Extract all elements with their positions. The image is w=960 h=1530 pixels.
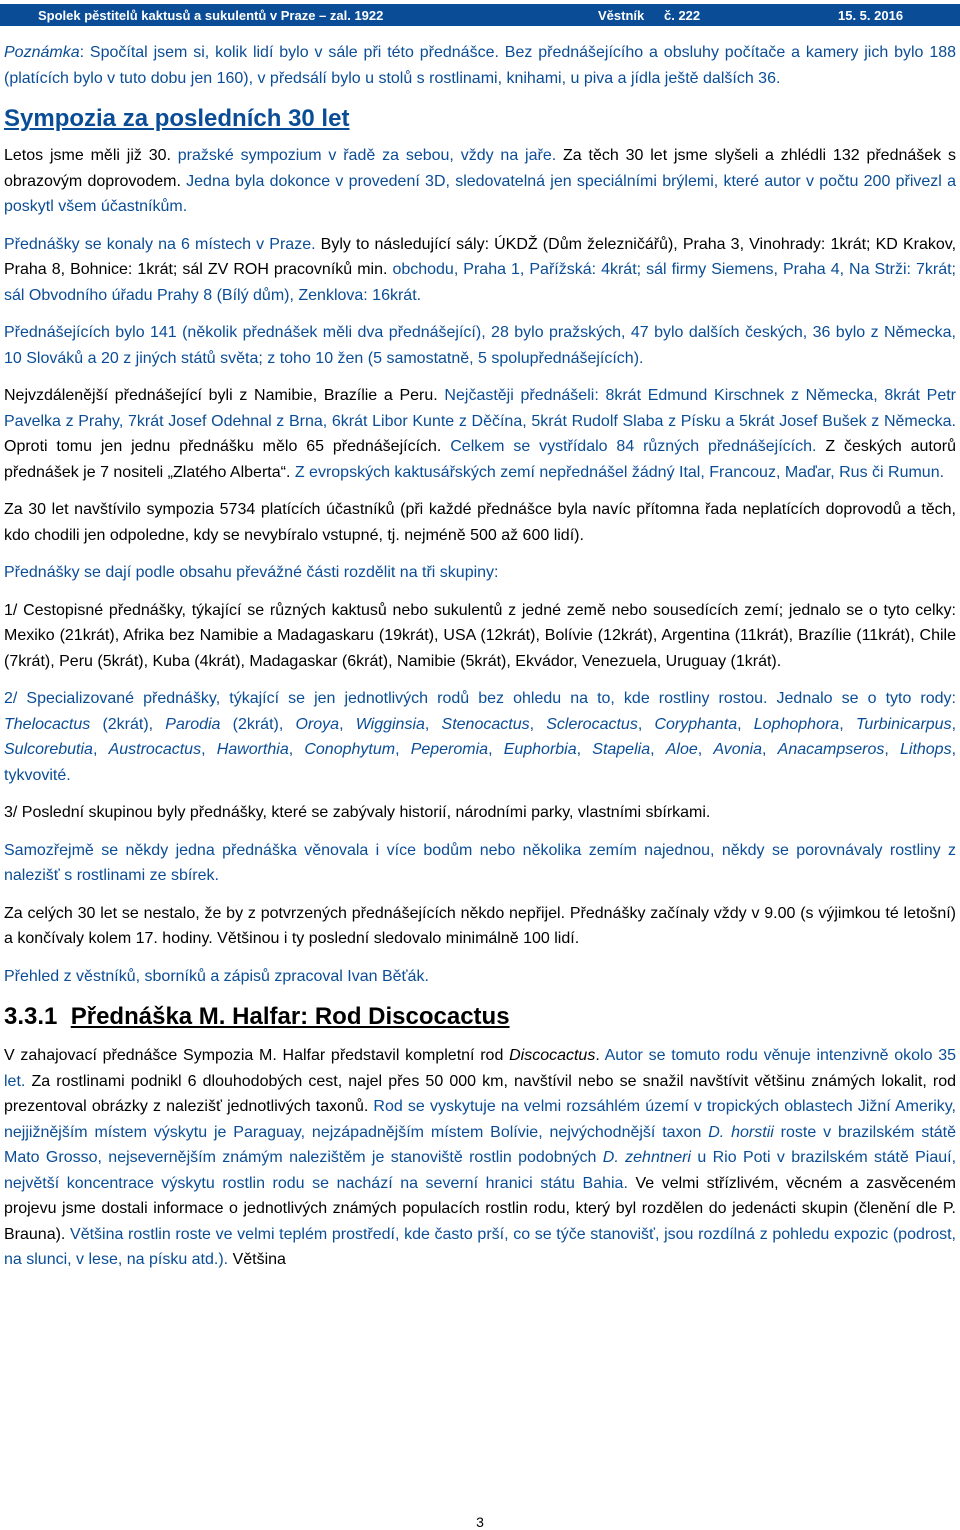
text: V zahajovací přednášce Sympozia M. Halfar představil kompletní rod <box>4 1047 510 1064</box>
page-content <box>4 40 956 1273</box>
genus-suffix: , <box>92 741 109 758</box>
text: . <box>595 1047 600 1064</box>
page-header <box>0 4 960 26</box>
genus-suffix: , <box>395 741 411 758</box>
genus-name: Conophytum <box>304 741 396 758</box>
text: Byly to následující sály: ÚKDŽ (Dům železničářů), Praha 3, Vinohrady: 1krát; KD Krakov, Praha 8, Bohnice: 1krát; sál ZV ROH pracovníků min. <box>4 235 957 278</box>
paragraph: Přednášky se dají podle obsahu převážné části rozdělit na tři skupiny: <box>4 564 499 581</box>
genus-name: Parodia <box>165 715 221 733</box>
genus-name: Sclerocactus <box>546 715 638 733</box>
header-date: 15. 5. 2016 <box>838 8 904 23</box>
text: Většina <box>228 1251 286 1268</box>
subsection-heading <box>4 1003 956 1031</box>
text: Za rostlinami podnikl 6 dlouhodobých cest, najel přes 50 000 km, navštívil nebo se snažil navštívit většinu známých lokalit, rod prezentoval obrázky z nalezišť jednotlivých taxonů. <box>4 1072 956 1115</box>
paragraph: 3/ Poslední skupinou byly přednášky, které se zabývaly historií, národními parky, vlastními sbírkami. <box>4 804 711 821</box>
text: Discocactus <box>509 1047 596 1064</box>
text: Rod se vyskytuje na velmi rozsáhlém území v tropických oblastech Jižní Ameriky, nejjižnějším místem výskytu je Paraguay, nejzápadnějším místem Bolívie, nejvýchodnější taxon <box>4 1098 957 1141</box>
page-number: 3 <box>476 1514 484 1530</box>
text: Letos jsme měli již 30. <box>4 147 171 164</box>
genus-name: Lithops <box>899 741 952 758</box>
text: obchodu, Praha 1, Pařížská: 4krát; sál firmy Siemens, Praha 4, Na Strži: 7krát; sál Obvodního úřadu Prahy 8 (Bílý dům), Zenklova: 16krát. <box>4 261 957 304</box>
genus-suffix: , <box>424 715 442 733</box>
text: Většina rostlin roste ve velmi teplém prostředí, kde často prší, co se týče stanovišť, jsou rozdílná z pohledu expozic (podrost, na slunci, v lese, na písku atd.). <box>4 1225 956 1268</box>
genus-suffix: , <box>339 715 356 733</box>
genera-list <box>4 716 956 784</box>
subsection-number: 3.3.1 <box>4 1003 58 1030</box>
note-paragraph <box>4 40 956 91</box>
genus-suffix: , <box>488 741 504 758</box>
genus-name: Turbinicarpus <box>855 715 952 733</box>
note-text: : Spočítal jsem si, kolik lidí bylo v sále při této přednášce. <box>79 44 499 61</box>
genus-name: Sulcorebutia <box>4 741 93 758</box>
genera-paragraph <box>4 686 956 788</box>
paragraph: 1/ Cestopisné přednášky, týkající se různých kaktusů nebo sukulentů z jedné země nebo sousedících zemí; jednalo se o tyto celky: Mexiko (21krát), Afrika bez Namibie a Madagaskaru (19krát), USA (12krát), Bolívie (12krát), Argentina (11krát), Brazílie (11krát), Chile (7krát), Peru (5krát), Kuba (4krát), Madagaskar (6krát), Namibie (5krát), Ekvádor, Venezuela, Uruguay (1krát). <box>4 601 956 670</box>
genus-name: Haworthia <box>216 741 289 758</box>
subsection-title: Přednáška M. Halfar: Rod Discocactus <box>70 1003 510 1030</box>
text: Za těch 30 let jsme slyšeli a zhlédli 132 přednášek s obrazovým doprovodem. <box>4 147 957 190</box>
text: pražské sympozium v řadě za sebou, vždy na jaře. <box>170 147 557 164</box>
text: 2/ Specializované přednášky, týkající se jen jednotlivých rodů bez ohledu na to, kde rostliny rostou. Jednalo se o tyto rody: <box>4 690 956 707</box>
genus-name: Austrocactus <box>108 741 202 758</box>
paragraph: Přednášejících bylo 141 (několik přednášek měli dva přednášející), 28 bylo pražských, 47 bylo dalších českých, 36 bylo z Německa, 10 Slováků a 20 z jiných států světa; z toho 10 žen (5 samostatně, 5 spolupřednášejících). <box>4 324 956 367</box>
genus-suffix: , tykvovité. <box>4 741 957 784</box>
genus-suffix: , <box>201 741 217 758</box>
paragraph <box>4 1043 956 1273</box>
genus-suffix: , <box>529 715 547 733</box>
header-society: Spolek pěstitelů kaktusů a sukulentů v Praze – zal. 1922 <box>38 8 384 23</box>
text: Autor se tomuto rodu věnuje intenzivně okolo 35 let. <box>4 1047 957 1090</box>
text: Jedna byla dokonce v provedení 3D, sledovatelná jen speciálními brýlemi, které autor v počtu 200 přivezl a poskytl všem účastníkům. <box>4 172 957 215</box>
genus-suffix: , <box>697 741 714 758</box>
paragraph: Za 30 let navštívilo sympozia 5734 platících účastníků (při každé přednášce byla navíc přítomna řada neplatících doprovodů a těch, kdo chodili jen odpoledne, kdy se nevybíralo vstupné, tj. nejméně 500 až 600 lidí). <box>4 501 956 544</box>
text: Nejvzdálenější přednášející byli z Namibie, Brazílie a Peru. <box>4 387 438 404</box>
genus-name: Wigginsia <box>355 715 425 733</box>
genus-name: Euphorbia <box>503 741 577 758</box>
text: Ve velmi střízlivém, věcném a zasvěceném projevu jsme dostali informace o jednotlivých známých populacích rostlin rodu, který byl rozdělen do jedenácti skupin (členění dle P. Brauna). <box>4 1174 957 1243</box>
genus-name: Stapelia <box>592 741 651 758</box>
genus-suffix: , <box>288 741 305 758</box>
text: Z českých autorů přednášek je 7 nositeli „Zlatého Alberta“. <box>4 438 956 481</box>
paragraph <box>4 383 956 485</box>
genus-name: Peperomia <box>410 741 489 758</box>
genus-suffix: , <box>839 715 856 733</box>
genus-suffix: , <box>762 741 778 758</box>
text: Nejčastěji přednášeli: 8krát Edmund Kirschnek z Německa, 8krát Petr Pavelka z Prahy, 7krát Josef Odehnal z Brna, 6krát Libor Kunte z Děčína, 5krát Rudolf Slaba z Písku a 5krát Josef Bušek z Německa. <box>4 387 956 430</box>
genus-name: Anacampseros <box>777 741 885 758</box>
text: Celkem se vystřídalo 84 různých přednášejících. <box>441 438 817 455</box>
paragraph <box>4 232 956 309</box>
genus-name: Oroya <box>295 715 340 733</box>
note-label: Poznámka <box>4 44 80 61</box>
genus-name: Avonia <box>713 741 763 758</box>
genus-name: Lophophora <box>753 715 840 733</box>
text: D. horstii <box>708 1123 774 1141</box>
text: Oproti tomu jen jednu přednášku mělo 65 přednášejících. <box>4 438 442 455</box>
text: roste v brazilském státě Mato Grosso, nejsevernějším známým nalezištěm je stanoviště rostlin podobných <box>4 1123 957 1166</box>
genus-name: Thelocactus <box>4 715 91 733</box>
genus-name: Aloe <box>665 741 698 758</box>
genus-suffix: , <box>737 715 754 733</box>
note-text-2: Bez přednášejícího a obsluhy počítače a kamery jich bylo 188 (platících bylo v tuto dobu jen 160), v předsálí bylo u stolů s rostlinami, knihami, u piva a jídla ještě dalších 36. <box>4 44 957 87</box>
genus-suffix: , <box>951 715 957 733</box>
genus-suffix: (2krát), <box>90 715 166 733</box>
genus-suffix: (2krát), <box>220 715 296 733</box>
text: u Rio Poti v brazilském státě Piauí, největší koncentrace výskytu rostlin rodu se nachází na severní hranici státu Bahia. <box>4 1149 957 1192</box>
paragraph <box>4 143 956 220</box>
paragraph: Přehled z věstníků, sborníků a zápisů zpracoval Ivan Běťák. <box>4 967 429 985</box>
genus-suffix: , <box>576 741 593 758</box>
text: D. zehntneri <box>602 1149 691 1166</box>
section-heading: Sympozia za posledních 30 let <box>4 105 350 132</box>
text: Přednášky se konaly na 6 místech v Praze. <box>4 235 316 253</box>
paragraph: Samozřejmě se někdy jedna přednáška věnovala i více bodům nebo několika zemím najednou, někdy se porovnávaly rostliny z nalezišť s rostlinami ze sbírek. <box>4 841 956 884</box>
header-issue: č. 222 <box>664 8 701 23</box>
text: Z evropských kaktusářských zemí nepřednášel žádný Ital, Francouz, Maďar, Rus či Rumun. <box>290 463 945 481</box>
genus-suffix: , <box>637 715 655 733</box>
genus-suffix: , <box>650 741 666 758</box>
genus-name: Stenocactus <box>441 715 530 733</box>
paragraph: Za celých 30 let se nestalo, že by z potvrzených přednášejících někdo nepřijel. Přednášky začínaly vždy v 9.00 (s výjimkou té letošní) a končívaly kolem 17. hodiny. Většinou i ty poslední sledovalo minimálně 100 lidí. <box>4 904 956 947</box>
header-bulletin: Věstník <box>598 8 645 23</box>
genus-suffix: , <box>884 741 900 758</box>
genus-name: Coryphanta <box>654 715 738 733</box>
